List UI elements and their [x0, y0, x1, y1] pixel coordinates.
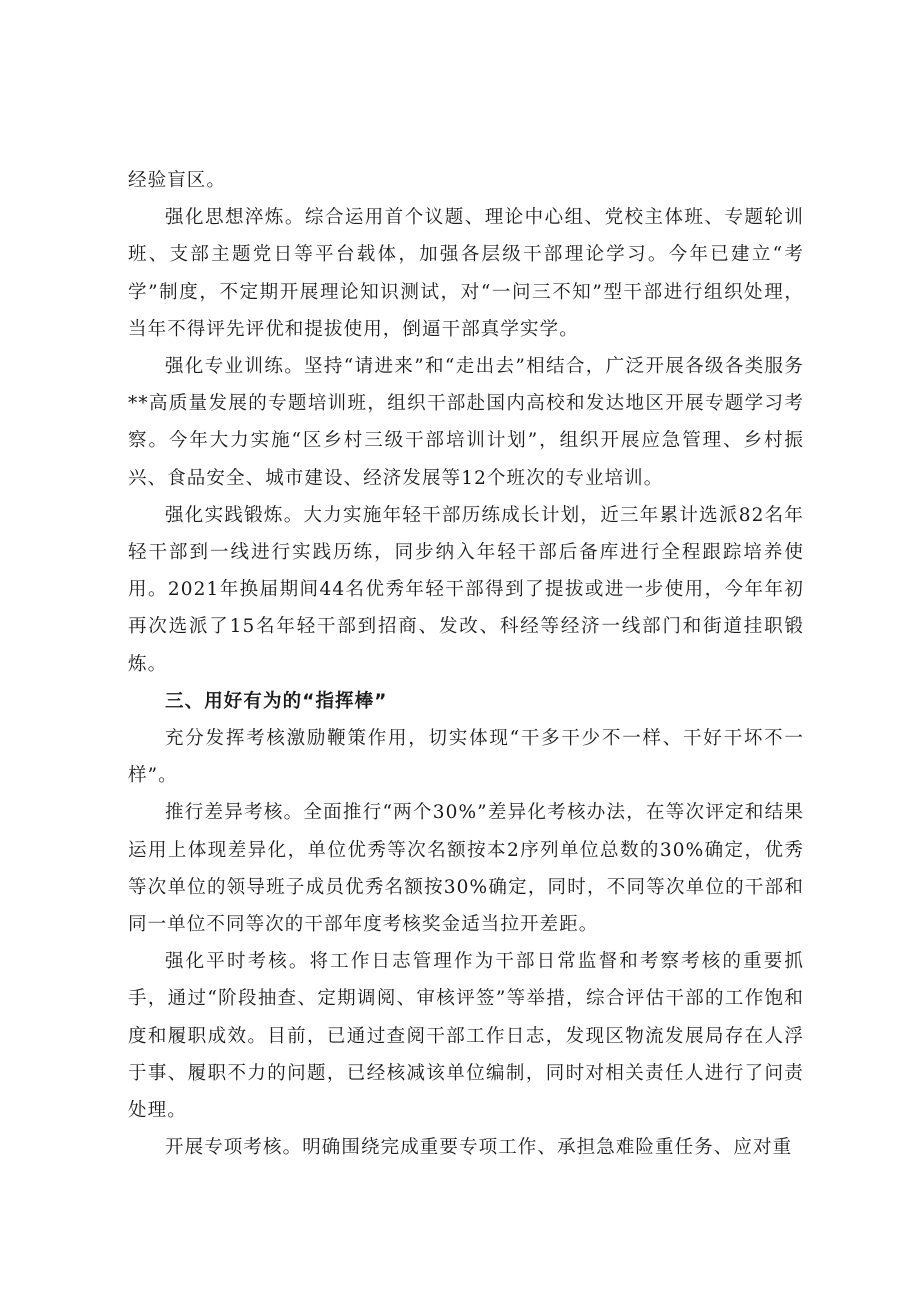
section-heading-3: 三、用好有为的“指挥棒” — [165, 690, 388, 712]
document-page — [128, 162, 804, 1166]
paragraph-assessment-intro: 充分发挥考核激励鞭策作用，切实体现“干多干少不一样、干好干坏不一样”。 — [128, 728, 804, 787]
paragraph-routine-assessment: 强化平时考核。将工作日志管理作为干部日常监督和考察考核的重要抓手，通过“阶段抽查、定期调阅、审核评签”等举措，综合评估干部的工作饱和度和履职成效。目前，已通过查阅干部工作日志，发现区物流发展局存在人浮于事、履职不力的问题，已经核减该单位编制，同时对相关责任人进行了问责处理。 — [128, 951, 804, 1122]
paragraph-thought-training: 强化思想淬炼。综合运用首个议题、理论中心组、党校主体班、专题轮训班、支部主题党日等平台载体，加强各层级干部理论学习。今年已建立“考学”制度，不定期开展理论知识测试，对“一问三不知”型干部进行组织处理，当年不得评先评优和提拔使用，倒逼干部真学实学。 — [128, 207, 804, 340]
paragraph-differential-assessment: 推行差异考核。全面推行“两个30%”差异化考核办法，在等次评定和结果运用上体现差异化，单位优秀等次名额按本2序列单位总数的30%确定，优秀等次单位的领导班子成员优秀名额按30%确定，同时，不同等次单位的干部和同一单位不同等次的干部年度考核奖金适当拉开差距。 — [128, 802, 804, 936]
paragraph-special-assessment: 开展专项考核。明确围绕完成重要专项工作、承担急难险重任务、应对重 — [165, 1137, 793, 1159]
paragraph-practice-training: 强化实践锻炼。大力实施年轻干部历练成长计划，近三年累计选派82名年轻干部到一线进行实践历练，同步纳入年轻干部后备库进行全程跟踪培养使用。2021年换届期间44名优秀年轻干部得到了提拔或进一步使用，今年年初再次选派了15名年轻干部到招商、发改、科经等经济一线部门和街道挂职锻炼。 — [128, 504, 804, 675]
paragraph-professional-training: 强化专业训练。坚持“请进来”和“走出去”相结合，广泛开展各级各类服务**高质量发展的专题培训班，组织干部赴国内高校和发达地区开展专题学习考察。今年大力实施“区乡村三级干部培训计划”，组织开展应急管理、乡村振兴、食品安全、城市建设、经济发展等12个班次的专业培训。 — [128, 356, 804, 489]
paragraph-continuation: 经验盲区。 — [128, 170, 227, 191]
